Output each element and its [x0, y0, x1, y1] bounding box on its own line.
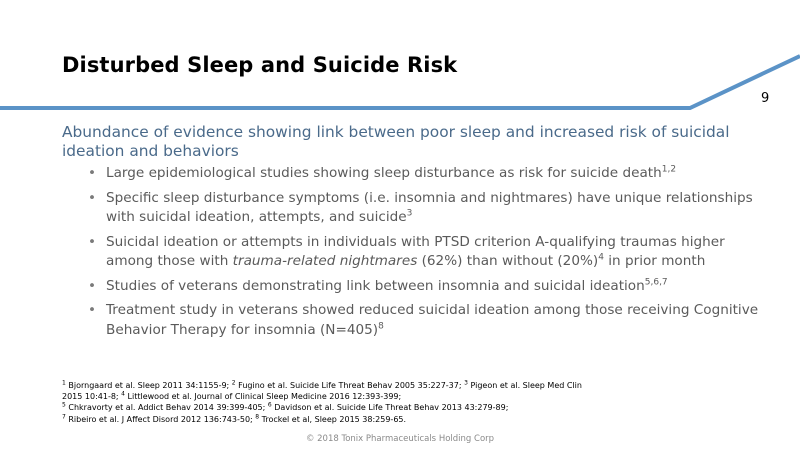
reference-text: Chkravorty et al. Addict Behav 2014 39:399-405; — [65, 403, 268, 413]
bullet-text: Studies of veterans demonstrating link between insomnia and suicidal ideation — [106, 277, 645, 294]
bullet-item — [88, 189, 768, 228]
reference-number: 7 — [62, 412, 66, 420]
copyright-footer: © 2018 Tonix Pharmaceuticals Holding Corp — [305, 434, 495, 444]
reference-number: 2 — [231, 379, 236, 387]
bullet-dot-icon: • — [88, 189, 97, 206]
bullet-text: Specific sleep disturbance symptoms (i.e. insomnia and nightmares) have unique relationships with suicidal ideation, attempts, and suicide — [106, 189, 753, 225]
bullet-item — [88, 164, 768, 184]
bullet-emphasis: trauma-related nightmares — [232, 253, 418, 269]
bullet-text: Large epidemiological studies showing sleep disturbance as risk for suicide death — [106, 165, 662, 181]
bullet-item — [88, 233, 768, 272]
references — [62, 380, 602, 425]
bullet-dot-icon: • — [88, 233, 97, 250]
bullet-dot-icon: • — [88, 277, 97, 294]
reference-text: Pigeon et al. Sleep Med Clin 2015 10:41-8; — [62, 381, 582, 402]
lead-statement: Abundance of evidence showing link between poor sleep and increased risk of suicidal ideation and behaviors — [62, 123, 730, 160]
bullet-citation: 8 — [378, 320, 384, 331]
bullet-item — [88, 277, 768, 297]
reference-number: 8 — [255, 412, 260, 420]
reference-number: 1 — [62, 379, 66, 387]
page-number: 9 — [761, 91, 770, 106]
bullet-citation: 5,6,7 — [644, 276, 668, 287]
bullet-citation: 1,2 — [661, 164, 677, 175]
bullet-dot-icon: • — [88, 302, 97, 318]
reference-number: 6 — [267, 401, 272, 409]
bullet-dot-icon: • — [88, 165, 97, 181]
reference-text: Bjorngaard et al. Sleep 2011 34:1155-9; — [65, 381, 232, 390]
bullet-citation: 3 — [406, 208, 413, 219]
reference-text: Trockel et al, Sleep 2015 38:259-65. — [259, 414, 407, 424]
bullet-text: Suicidal ideation or attempts in individuals with PTSD criterion A-qualifying traumas higher among those with — [106, 233, 725, 269]
bullet-list — [88, 164, 768, 345]
reference-number: 3 — [464, 379, 468, 387]
reference-text: Davidson et al. Suicide Life Threat Behav 2013 43:279-89; — [271, 403, 509, 413]
bullet-text-continued: (62%) than without (20%) — [417, 253, 599, 269]
reference-number: 5 — [62, 401, 66, 409]
reference-text: Fugino et al. Suicide Life Threat Behav 2005 35:227-37; — [235, 381, 465, 390]
title-rule-line — [0, 56, 800, 108]
bullet-text: Treatment study in veterans showed reduced suicidal ideation among those receiving Cognitive Behavior Therapy for insomnia (N=405) — [106, 302, 759, 338]
reference-number: 4 — [121, 390, 125, 398]
title-rule — [0, 0, 800, 120]
bullet-item — [88, 301, 768, 340]
bullet-citation: 4 — [598, 252, 604, 263]
reference-text: Littlewood et al. Journal of Clinical Sleep Medicine 2016 12:393-399; — [125, 392, 402, 402]
reference-text: Ribeiro et al. J Affect Disord 2012 136:743-50; — [65, 414, 256, 424]
slide-title: Disturbed Sleep and Suicide Risk — [62, 53, 458, 77]
bullet-text-tail: in prior month — [603, 253, 706, 269]
